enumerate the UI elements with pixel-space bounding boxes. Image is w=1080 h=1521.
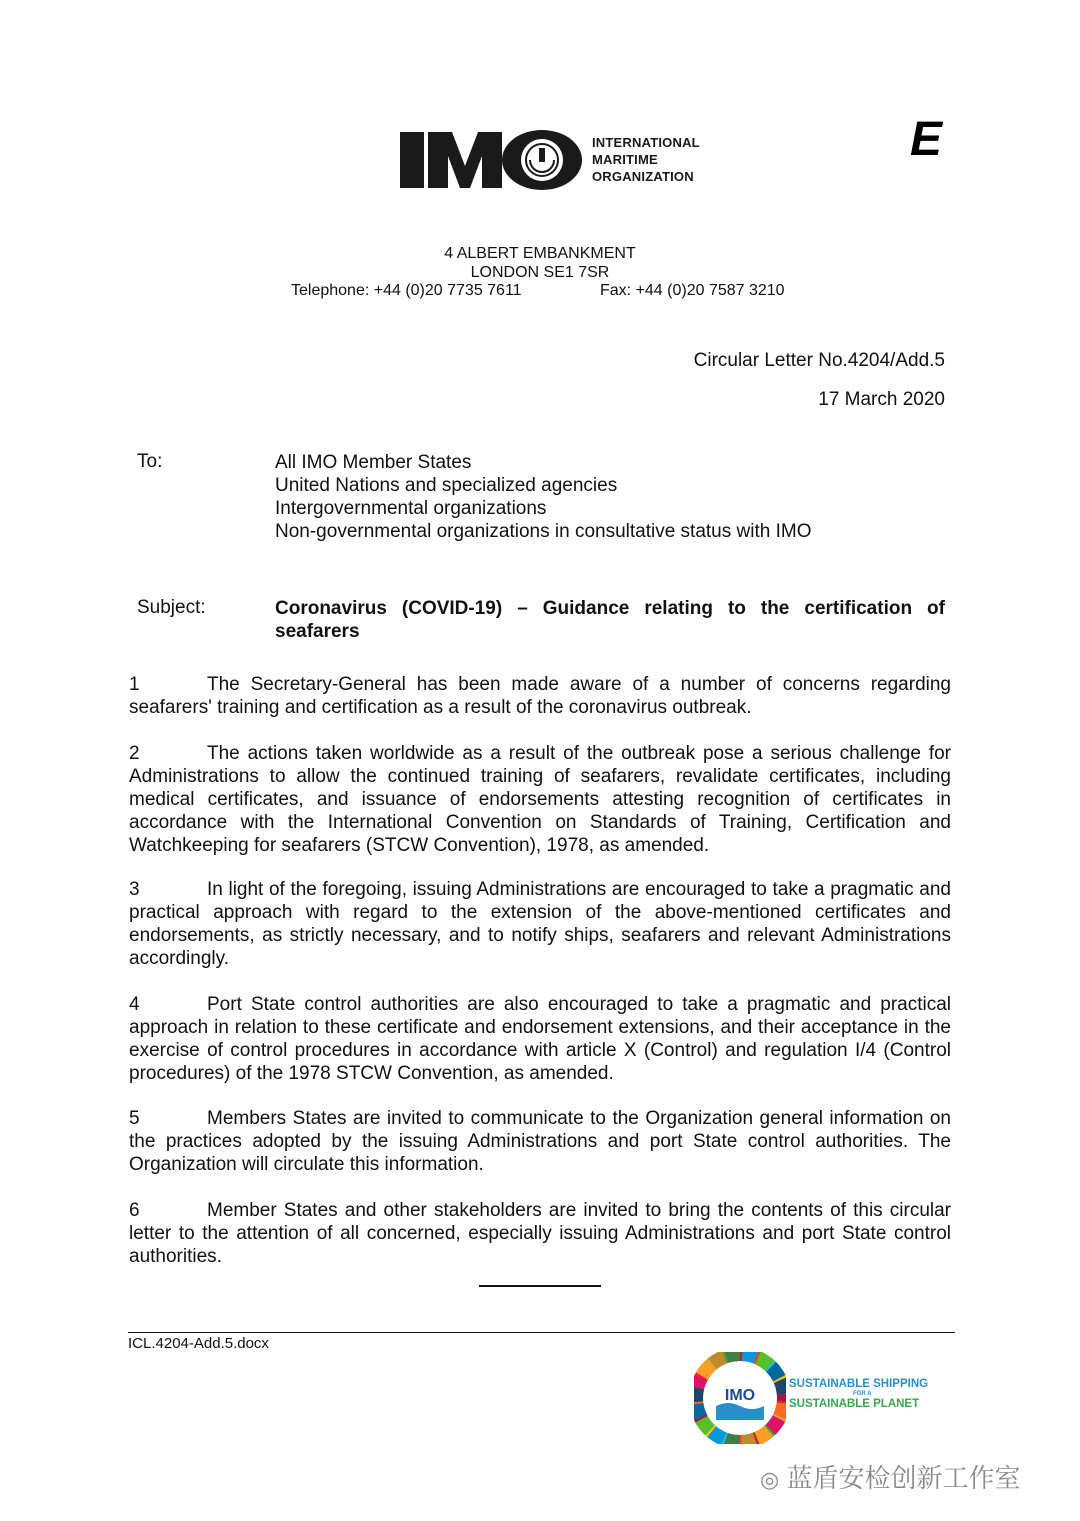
sdg-for-a: FOR A [853, 1391, 872, 1397]
address-line-2: LONDON SE1 7SR [470, 264, 610, 281]
fax: Fax: +44 (0)20 7587 3210 [600, 282, 785, 299]
paragraph-text: The actions taken worldwide as a result of the outbreak pose a serious challenge for Administrations to allow the continued training of seafarers, revalidate certificates, including medical certificates, and issuance of endorsements attesting recognition of certificates in accordance with the International Convention on Standards of Training, Certification and Watchkeeping for seafarers (STCW Convention), 1978, as amended. [129, 743, 951, 856]
paragraph-5 [129, 1107, 951, 1176]
paragraph-6 [129, 1199, 951, 1268]
paragraph-text: The Secretary-General has been made aware of a number of concerns regarding seafarers' training and certification as a result of the coronavirus outbreak. [129, 674, 951, 718]
paragraph-4 [129, 993, 951, 1085]
recipient-item: Intergovernmental organizations [275, 498, 547, 519]
paragraph-3 [129, 878, 951, 970]
imo-logo-mark [400, 126, 590, 192]
letter-date: 17 March 2020 [818, 389, 945, 410]
sdg-wheel-logo [694, 1352, 786, 1444]
paragraph-number: 1 [129, 674, 140, 695]
paragraph-text: Port State control authorities are also encouraged to take a pragmatic and practical approach in relation to these certificate and endorsement extensions, and their acceptance in the exercise of control procedures in accordance with article X (Control) and regulation I/4 (Control procedures) of the 1978 STCW Convention, as amended. [129, 994, 951, 1084]
recipient-list [275, 451, 811, 543]
imo-logo [400, 126, 720, 192]
paragraph-text: In light of the foregoing, issuing Administrations are encouraged to take a pragmatic and practical approach with regard to the extension of the above-mentioned certificates and endorsements, as strictly necessary, and to notify ships, seafarers and relevant Administrations accordingly. [129, 879, 951, 969]
to-label: To: [137, 451, 163, 472]
org-name-line-3: ORGANIZATION [592, 169, 694, 184]
recipient-item: Non-governmental organizations in consultative status with IMO [275, 521, 812, 542]
org-name-line-2: MARITIME [592, 152, 658, 167]
telephone: Telephone: +44 (0)20 7735 7611 [291, 282, 522, 299]
wechat-icon: ◎ [760, 1467, 780, 1492]
org-name-line-1: INTERNATIONAL [592, 135, 700, 150]
watermark-text: 蓝盾安检创新工作室 [786, 1463, 1021, 1493]
paragraph-number: 3 [129, 879, 140, 900]
paragraph-text: Members States are invited to communicate to the Organization general information on the practices adopted by the issuing Administrations and port State control authorities. The Organization will circulate this information. [129, 1108, 951, 1175]
paragraph-number: 5 [129, 1108, 140, 1129]
paragraph-number: 6 [129, 1200, 140, 1221]
footer-filename: ICL.4204-Add.5.docx [128, 1335, 269, 1352]
subject-label: Subject: [137, 597, 206, 618]
circular-number: Circular Letter No.4204/Add.5 [693, 350, 945, 371]
paragraph-1 [129, 673, 951, 719]
paragraph-2 [129, 742, 951, 857]
paragraph-number: 2 [129, 743, 140, 764]
end-separator [479, 1285, 601, 1287]
paragraph-number: 4 [129, 994, 140, 1015]
org-name [592, 134, 700, 185]
sdg-line-2: SUSTAINABLE PLANET [789, 1398, 920, 1410]
language-code: E [910, 113, 943, 166]
recipient-item: United Nations and specialized agencies [275, 475, 618, 496]
recipient-item: All IMO Member States [275, 452, 472, 473]
sdg-tagline [789, 1378, 928, 1411]
watermark [760, 1458, 1020, 1495]
footer-rule [128, 1332, 955, 1333]
subject-text: Coronavirus (COVID-19) – Guidance relating to the certification of seafarers [275, 598, 945, 642]
sdg-imo-letters: IMO [724, 1387, 756, 1404]
address-line-1: 4 ALBERT EMBANKMENT [444, 245, 636, 262]
paragraph-text: Member States and other stakeholders are invited to bring the contents of this circular letter to the attention of all concerned, especially issuing Administrations and port State control authorities. [129, 1200, 951, 1267]
sdg-line-1: SUSTAINABLE SHIPPING [789, 1378, 929, 1390]
